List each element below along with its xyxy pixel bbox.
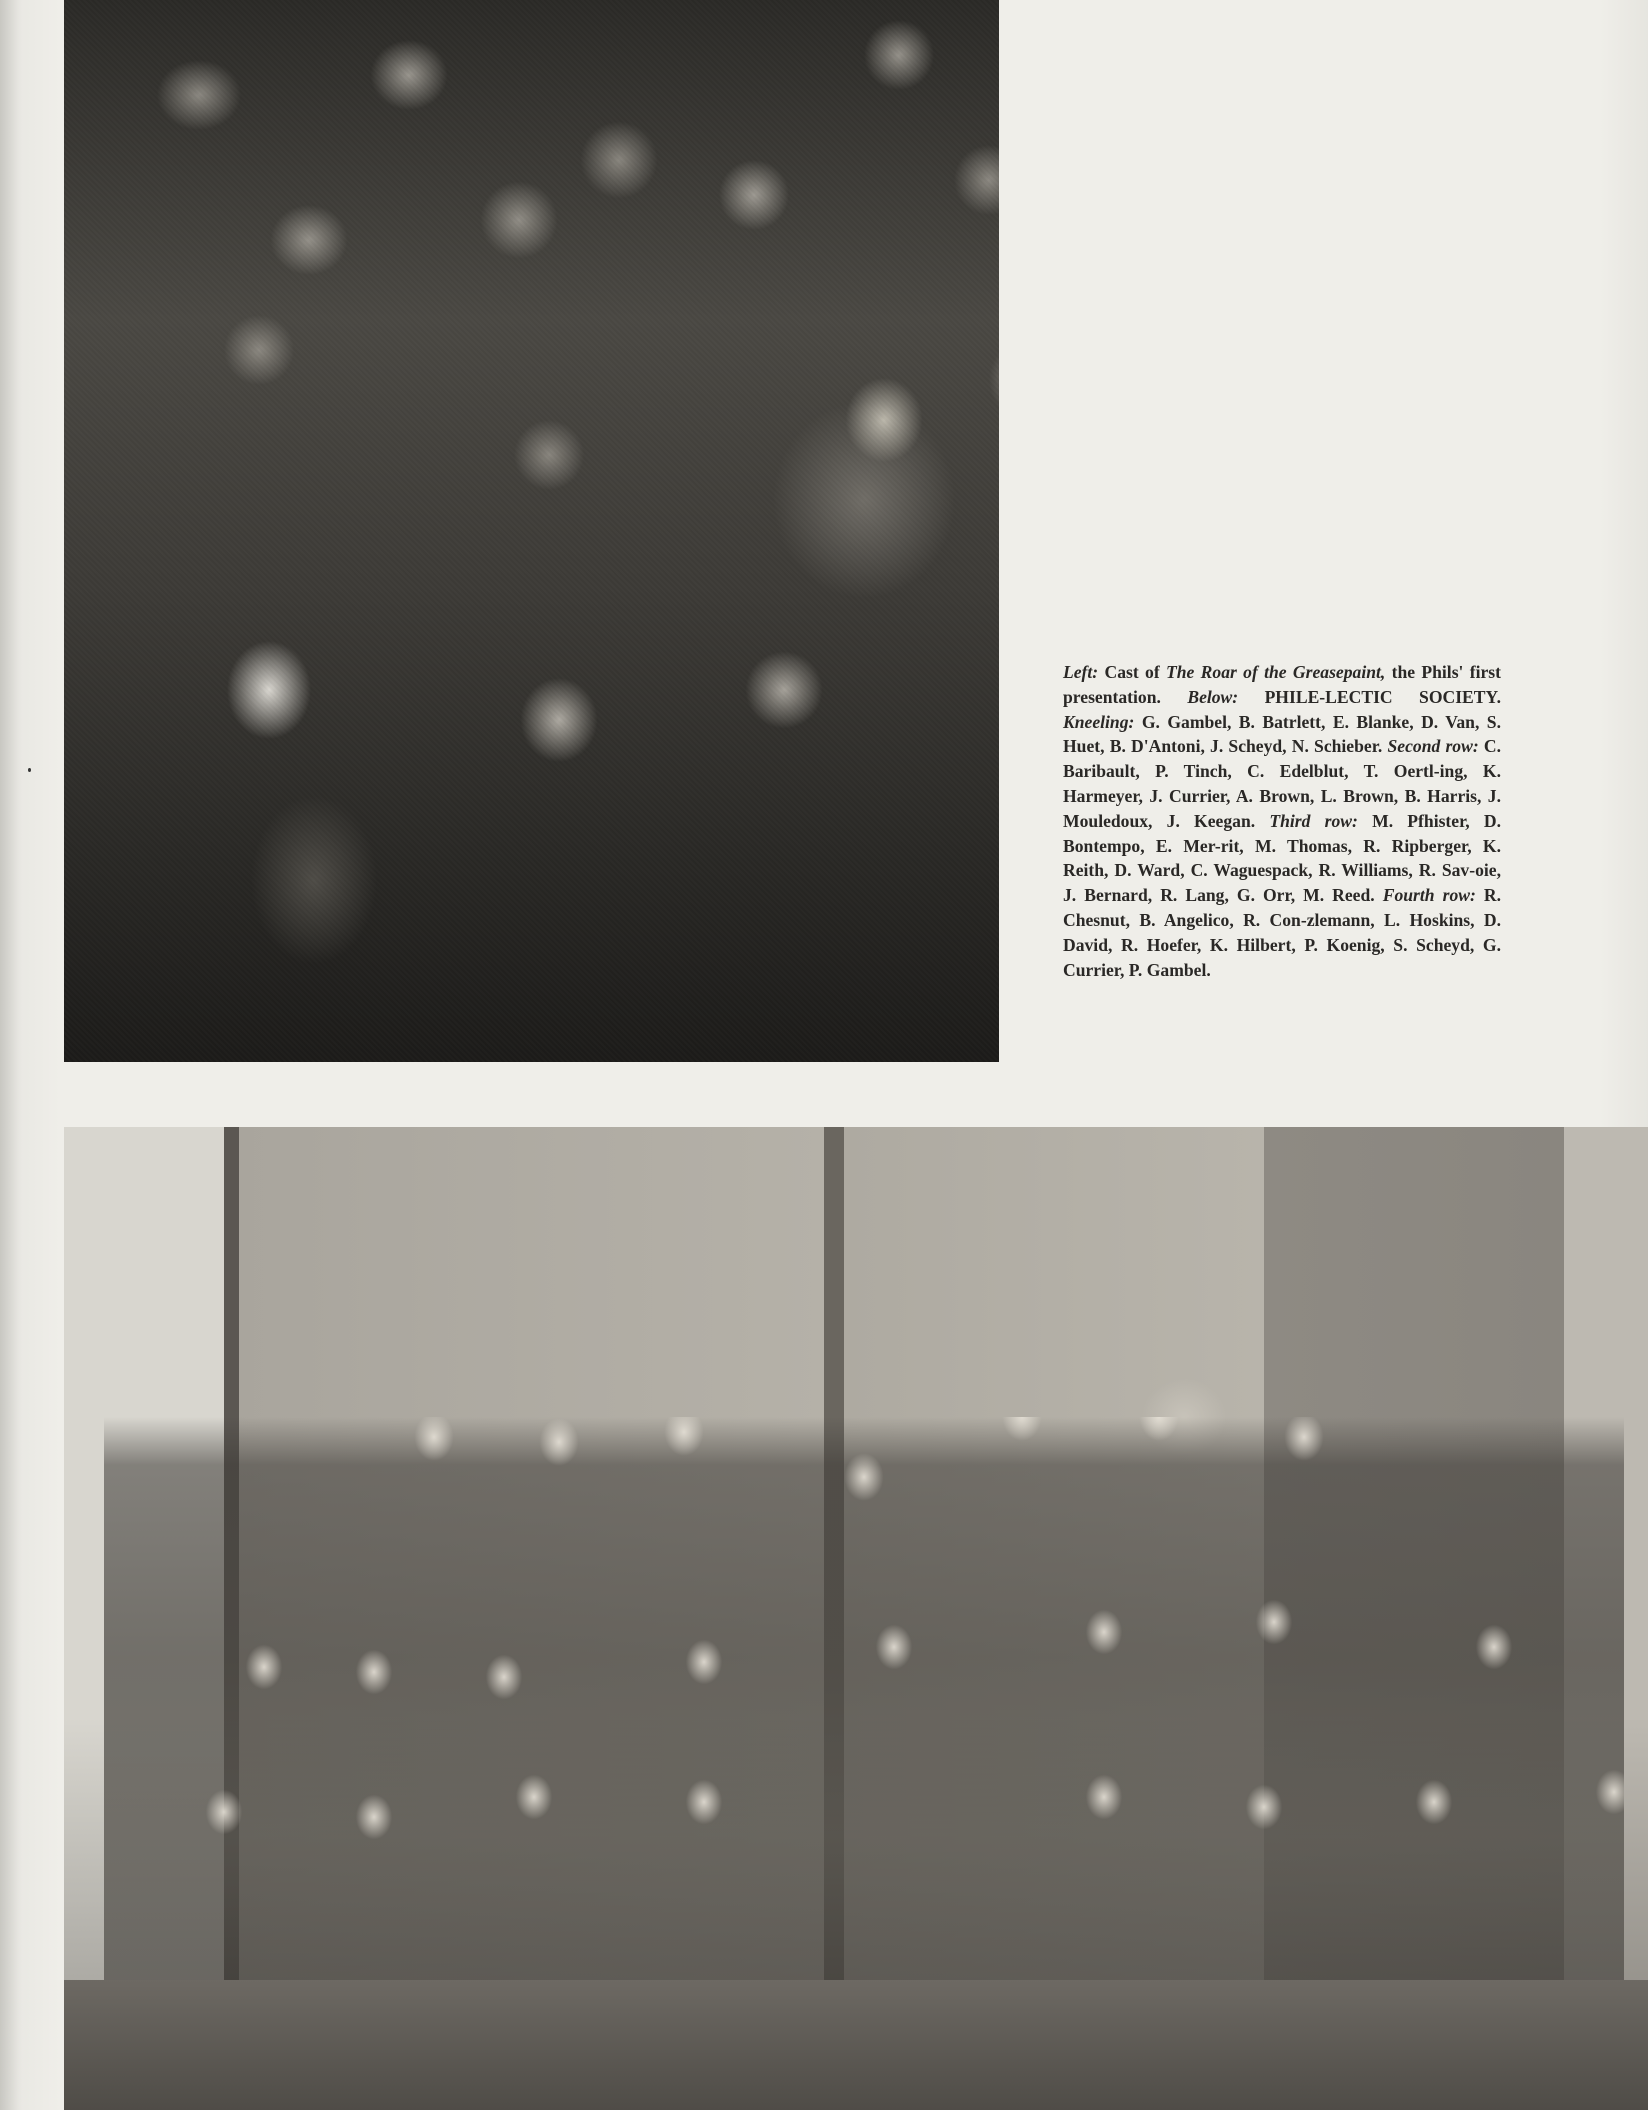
caption-third-row-label: Third row: [1269, 810, 1358, 831]
caption-fourth-row-names-1: R. Chesnut, B. Angelico, R. Con- [1063, 885, 1501, 930]
caption-left-label: Left: [1063, 662, 1099, 682]
caption-cast-text-2: the Phils' first presentation. [1063, 662, 1502, 707]
caption-kneeling-names-3: D'Antoni, J. Scheyd, N. Schieber. [1131, 736, 1383, 757]
stage-floor [64, 1980, 1648, 2110]
caption-play-title: The Roar of the Greasepaint, [1166, 662, 1386, 682]
caption-society-line-1: PHILE- [1264, 686, 1326, 707]
caption-third-row-names-1: M. Pfhister, D. Bontempo, E. Mer- [1063, 810, 1502, 856]
caption-society-line-2: LECTIC SOCIETY. [1325, 686, 1502, 707]
caption-second-row-names-2: ing, K. Harmeyer, J. Currier, A. Brown, L. [1063, 761, 1501, 806]
caption-third-row-names-2: rit, M. Thomas, R. Ripberger, K. Reith, D. [1063, 835, 1501, 881]
caption-kneeling-label: Kneeling: [1063, 711, 1135, 732]
caption-fourth-row-names-3: Hilbert, P. Koenig, S. Scheyd, G. Currier, P. [1063, 934, 1501, 980]
cast-photo [64, 0, 999, 1062]
caption-fourth-row-names-4: Gambel. [1146, 959, 1211, 980]
caption-second-row-label: Second row: [1387, 736, 1479, 757]
caption-second-row-names-3: Brown, B. Harris, J. Mouledoux, J. Keegan. [1063, 785, 1502, 831]
caption-kneeling-names-2: Batrlett, E. Blanke, D. Van, S. Huet, B. [1063, 711, 1501, 757]
caption-fourth-row-names-2: zlemann, L. Hoskins, D. David, R. Hoefer, K. [1063, 909, 1501, 955]
caption-kneeling-names-1: G. Gambel, B. [1141, 711, 1255, 732]
print-speck [28, 768, 31, 772]
caption-below-label: Below: [1187, 686, 1239, 707]
caption-second-row-names-1: C. Baribault, P. Tinch, C. Edelblut, T. Oertl- [1063, 736, 1501, 782]
caption-third-row-names-4: oie, J. Bernard, R. Lang, G. Orr, M. Reed. [1063, 860, 1501, 906]
caption-third-row-names-3: Ward, C. Waguespack, R. Williams, R. Sav- [1137, 860, 1476, 881]
caption-fourth-row-label: Fourth row: [1382, 885, 1476, 906]
society-group-photo [64, 1127, 1648, 2110]
caption-cast-text-1: Cast of [1104, 662, 1160, 682]
spine-shadow [0, 0, 22, 2110]
group-members [104, 1417, 1624, 2017]
photo-caption [1063, 660, 1501, 982]
